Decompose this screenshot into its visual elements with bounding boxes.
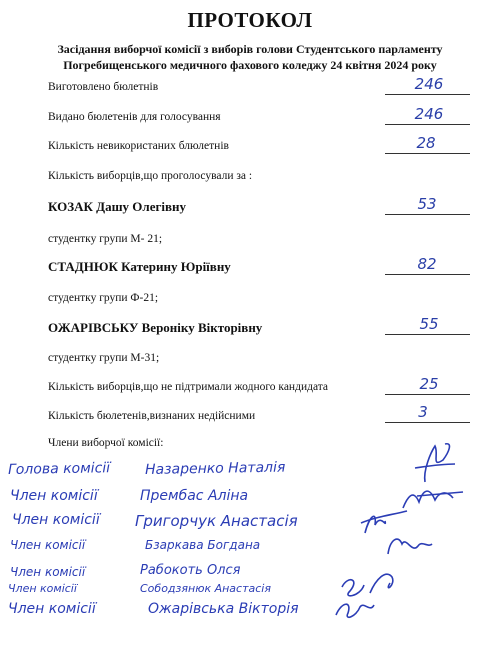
prepared-value: 246 [414,75,444,93]
candidate-3-underline [385,334,470,335]
invalid-underline [385,422,470,423]
member-4-name: Бзаркава Богдана [145,538,261,552]
prepared-label: Виготовлено бюлетнів [48,81,159,93]
candidate-3-votes: 55 [419,315,439,333]
candidate-2-underline [385,274,470,275]
candidate-3-name: ОЖАРІВСЬКУ Вероніку Вікторівну [48,320,263,335]
candidate-3-group: студентку групи М-31; [48,352,160,364]
member-4-role: Член комісії [10,538,86,552]
candidate-1-name: КОЗАК Дашу Олегівну [48,199,187,214]
member-7-name: Ожарівська Вікторія [148,601,299,617]
signature-chair [395,440,465,485]
candidate-1-votes: 53 [417,195,437,213]
no-support-underline [385,394,470,395]
candidate-1-underline [385,214,470,215]
candidate-2-group: студентку групи Ф-21; [48,292,159,304]
invalid-label: Кількість бюлетенів,визнаних недійсними [48,410,256,422]
member-1-name: Назаренко Наталія [144,459,286,478]
candidate-1-group: студентку групи М- 21; [48,233,163,245]
member-6-role: Член комісії [8,582,77,595]
voted-for-label: Кількість виборців,що проголосували за : [48,170,253,182]
member-3-name: Григорчук Анастасія [135,512,298,530]
signature-member-4 [380,530,440,560]
member-3-role: Член комісії [12,512,100,528]
candidate-2-name: СТАДНЮК Катерину Юріївну [48,259,231,274]
unused-value: 28 [416,134,436,152]
issued-label: Видано бюлетенів для голосування [48,111,221,123]
document-title: ПРОТОКОЛ [187,8,313,32]
member-1-role: Голова комісії [7,460,111,478]
member-2-name: Прембас Аліна [140,488,249,504]
member-7-role: Член комісії [8,601,96,617]
unused-underline [385,153,470,154]
document-subtitle-line1: Засідання виборчої комісії з виборів голови Студентського парламенту [57,42,443,56]
members-heading: Члени виборчої комісії: [48,437,164,449]
member-5-name: Рабокоть Олся [140,563,241,578]
invalid-value: 3 [418,403,428,421]
unused-label: Кількість невикористаних блюлетнів [48,140,229,152]
document-subtitle-line2: Погребищенського медичного фахового коледжу 24 квітня 2024 року [63,58,437,72]
prepared-underline [385,94,470,95]
member-6-name: Сободзянюк Анастасія [140,582,271,595]
signature-member-7 [330,595,380,623]
member-5-role: Член комісії [10,565,86,579]
issued-underline [385,124,470,125]
candidate-2-votes: 82 [417,255,437,273]
no-support-value: 25 [419,375,439,393]
member-2-role: Член комісії [10,488,98,504]
issued-value: 246 [414,105,444,123]
no-support-label: Кількість виборців,що не підтримали жодного кандидата [48,381,329,393]
